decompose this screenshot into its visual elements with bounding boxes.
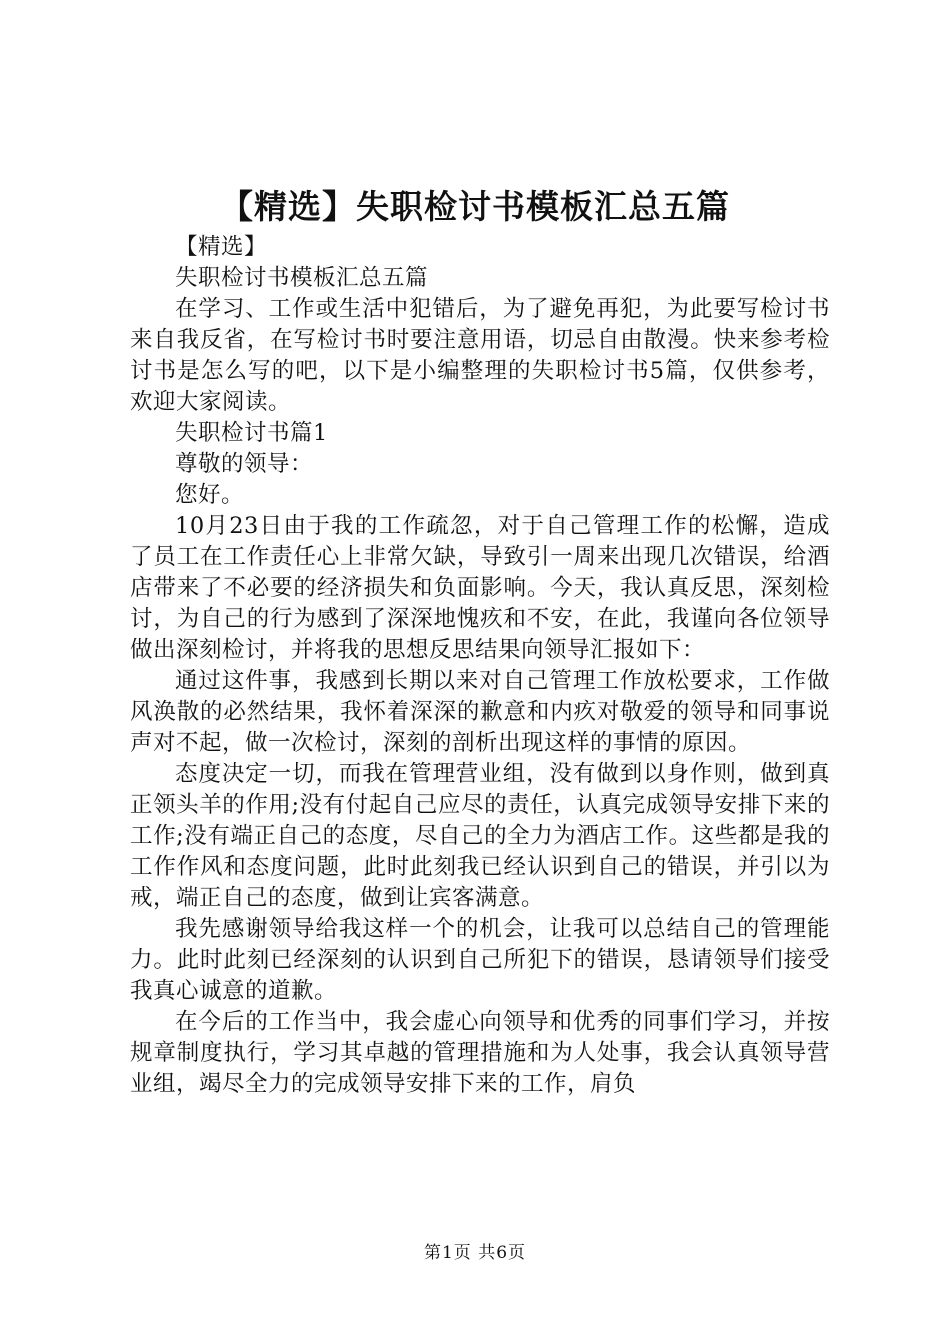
- paragraph: 10月23日由于我的工作疏忽，对于自己管理工作的松懈，造成了员工在工作责任心上非常欠缺，导致引一周来出现几次错误，给酒店带来了不必要的经济损失和负面影响。今天，我认真反思，深刻检讨，为自己的行为感到了深深地愧疚和不安，在此，我谨向各位领导做出深刻检讨，并将我的思想反思结果向领导汇报如下：: [130, 513, 830, 663]
- paragraph: 在学习、工作或生活中犯错后，为了避免再犯，为此要写检讨书来自我反省，在写检讨书时要注意用语，切忌自由散漫。快来参考检讨书是怎么写的吧，以下是小编整理的失职检讨书5篇，仅供参考，欢迎大家阅读。: [130, 296, 830, 415]
- paragraph: 通过这件事，我感到长期以来对自己管理工作放松要求，工作做风涣散的必然结果，我怀着深深的歉意和内疚对敬爱的领导和同事说声对不起，做一次检讨，深刻的剖析出现这样的事情的原因。: [130, 668, 830, 756]
- section-heading: 失职检讨书篇1: [175, 420, 328, 446]
- paragraph: 我先感谢领导给我这样一个的机会，让我可以总结自己的管理能力。此时此刻已经深刻的认识到自己所犯下的错误，恳请领导们接受我真心诚意的道歉。: [130, 916, 830, 1004]
- paragraph: 在今后的工作当中，我会虚心向领导和优秀的同事们学习，并按规章制度执行，学习其卓越的管理措施和为人处事，我会认真领导营业组，竭尽全力的完成领导安排下来的工作，肩负: [130, 1009, 830, 1097]
- document-body: [130, 232, 830, 1100]
- paragraph: 【精选】: [175, 234, 268, 260]
- paragraph: 态度决定一切，而我在管理营业组，没有做到以身作则，做到真正领头羊的作用;没有付起自己应尽的责任，认真完成领导安排下来的工作;没有端正自己的态度，尽自己的全力为酒店工作。这些都是我的工作作风和态度问题，此时此刻我已经认识到自己的错误，并引以为戒，端正自己的态度，做到让宾客满意。: [130, 761, 830, 911]
- greeting: 您好。: [175, 482, 245, 508]
- page-footer: 第1页 共6页: [423, 1243, 527, 1263]
- paragraph: 失职检讨书模板汇总五篇: [175, 265, 429, 291]
- document-title: 【精选】失职检讨书模板汇总五篇: [220, 187, 730, 226]
- salutation: 尊敬的领导：: [175, 451, 314, 477]
